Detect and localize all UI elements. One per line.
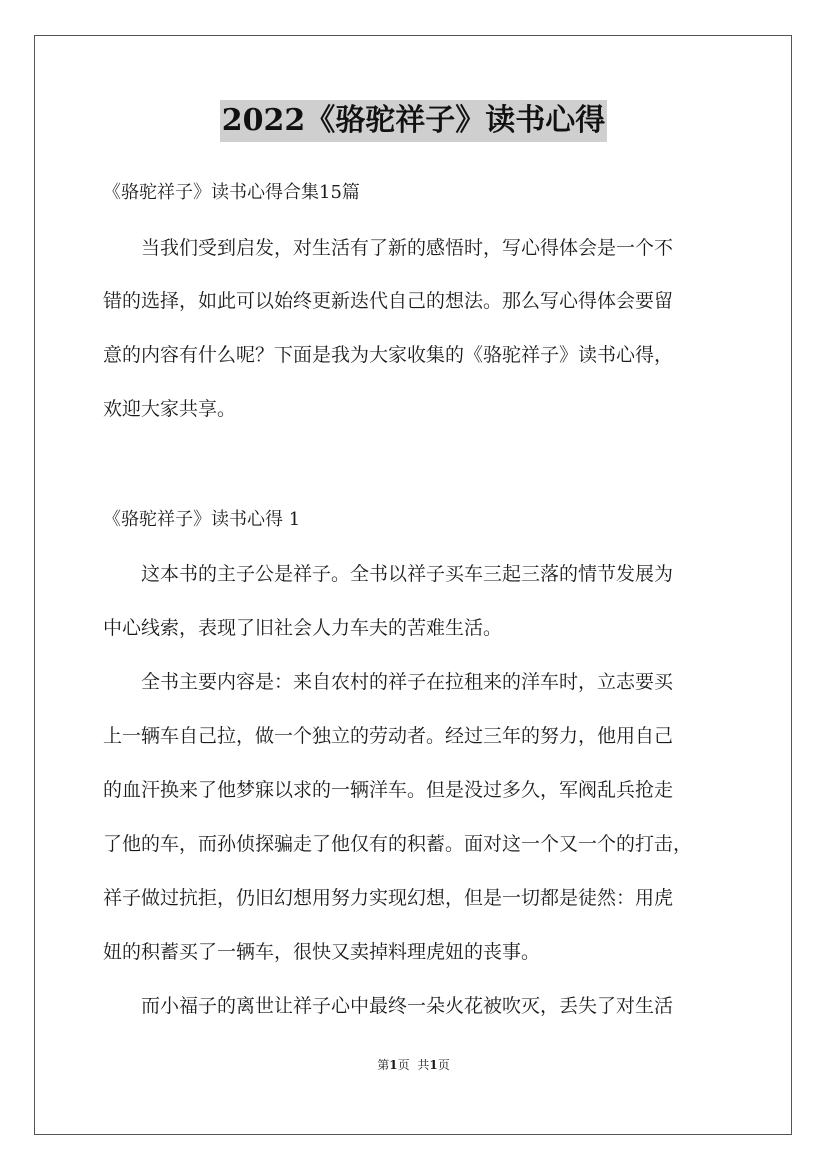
paragraph-line: 这本书的主子公是祥子。全书以祥子买车三起三落的情节发展为 <box>141 563 674 585</box>
paragraph-line: 全书主要内容是：来自农村的祥子在拉租来的洋车时，立志要买 <box>141 671 674 693</box>
paragraph-line: 祥子做过抗拒，仍旧幻想用努力实现幻想，但是一切都是徒然：用虎 <box>103 887 674 909</box>
intro-line: 欢迎大家共享。 <box>103 398 237 420</box>
paragraph-line: 中心线索，表现了旧社会人力车夫的苦难生活。 <box>103 617 503 639</box>
page-footer <box>0 1056 827 1073</box>
page-suffix: 页 <box>397 1058 410 1072</box>
title-container <box>0 100 827 142</box>
paragraph-line: 的血汗换来了他梦寐以求的一辆洋车。但是没过多久，军阀乱兵抢走 <box>103 779 674 801</box>
paragraph-line: 妞的积蓄买了一辆车，很快又卖掉料理虎妞的丧事。 <box>103 941 541 963</box>
total-suffix: 页 <box>437 1058 450 1072</box>
page-number: 1 <box>389 1058 398 1072</box>
section-heading: 《骆驼祥子》读书心得 1 <box>103 509 301 530</box>
paragraph-line: 而小福子的离世让祥子心中最终一朵火花被吹灭，丢失了对生活 <box>141 995 674 1017</box>
total-pages: 1 <box>429 1058 438 1072</box>
paragraph-line: 上一辆车自己拉，做一个独立的劳动者。经过三年的努力，他用自己 <box>103 725 674 747</box>
total-prefix: 共 <box>417 1058 430 1072</box>
intro-line: 当我们受到启发，对生活有了新的感悟时，写心得体会是一个不 <box>141 237 674 259</box>
document-title: 2022《骆驼祥子》读书心得 <box>220 100 608 142</box>
paragraph-line: 了他的车，而孙侦探骗走了他仅有的积蓄。面对这一个又一个的打击， <box>103 833 693 855</box>
intro-line: 错的选择，如此可以始终更新迭代自己的想法。那么写心得体会要留 <box>103 290 674 312</box>
page-prefix: 第 <box>377 1058 390 1072</box>
intro-line: 意的内容有什么呢？下面是我为大家收集的《骆驼祥子》读书心得， <box>103 344 674 366</box>
collection-heading: 《骆驼祥子》读书心得合集15篇 <box>103 182 360 203</box>
